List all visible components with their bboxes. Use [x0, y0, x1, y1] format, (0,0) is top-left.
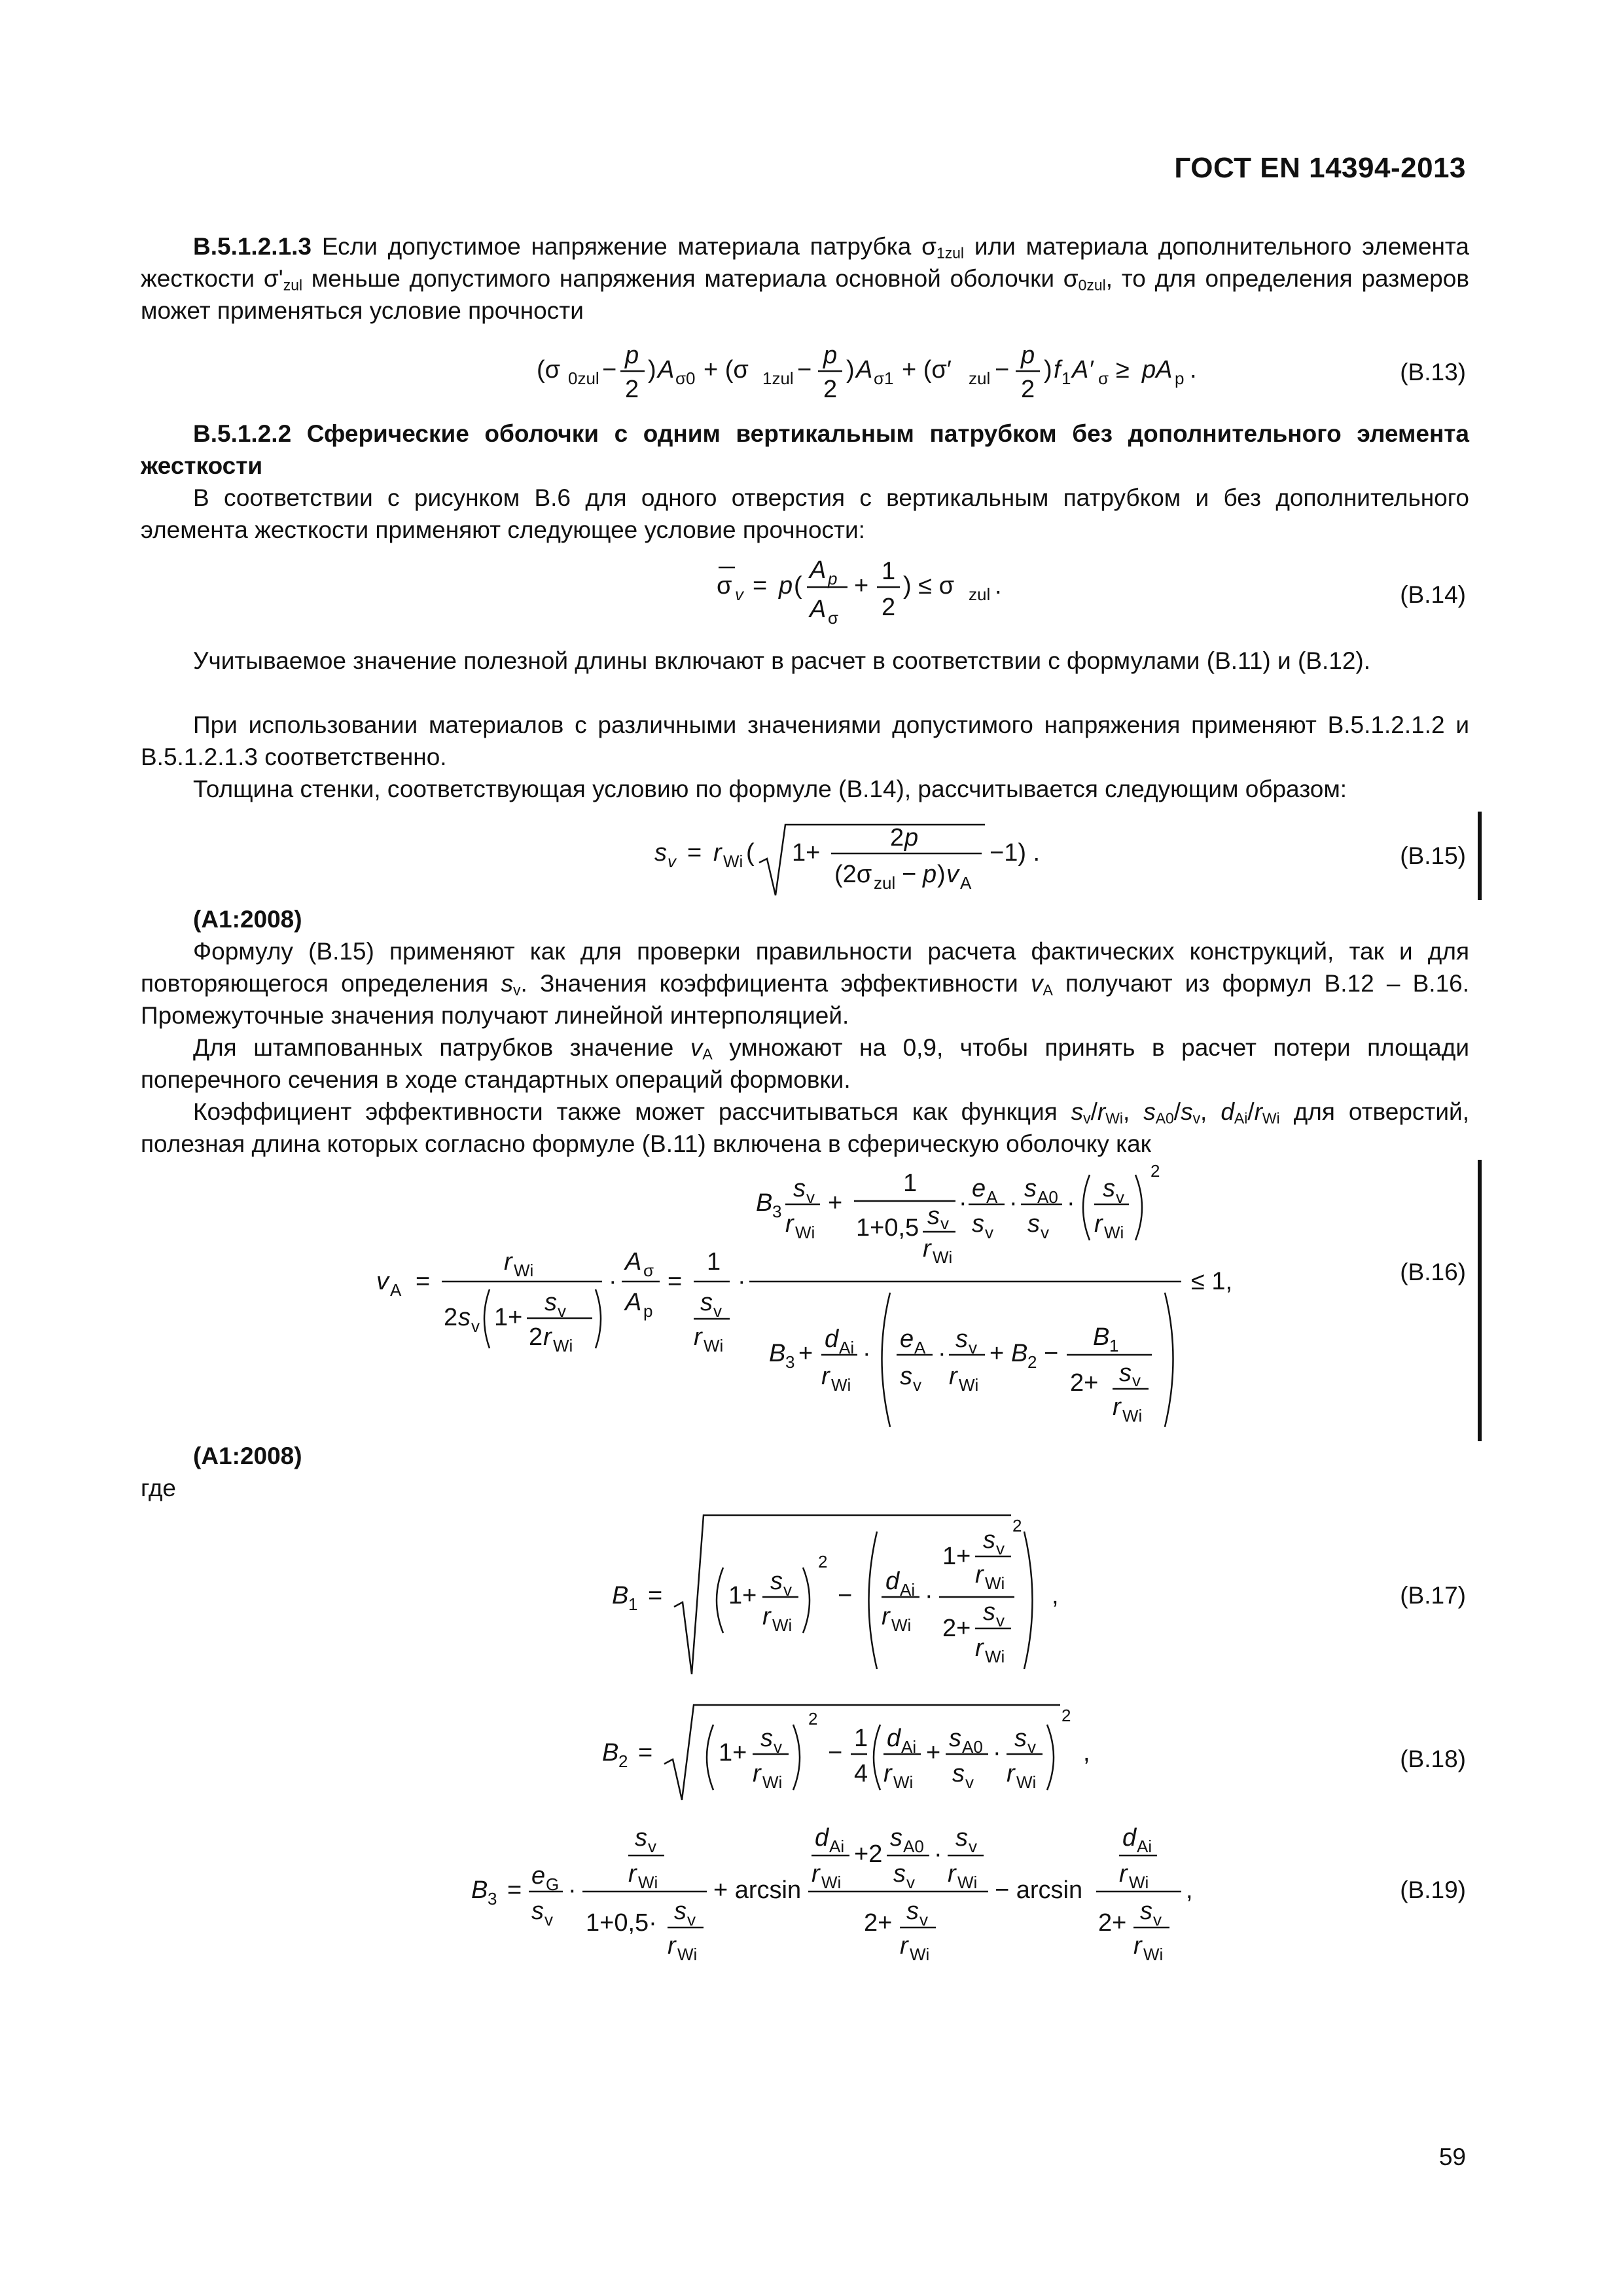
svg-text:v: v — [648, 1837, 656, 1856]
svg-text:+: + — [926, 1739, 941, 1767]
svg-text:1+: 1+ — [792, 839, 821, 867]
svg-text:Wi: Wi — [723, 852, 743, 871]
svg-text:2: 2 — [1021, 376, 1035, 403]
svg-text:v: v — [1132, 1371, 1141, 1390]
svg-text:Wi: Wi — [1104, 1223, 1124, 1242]
svg-text:s: s — [654, 839, 667, 867]
svg-text:,: , — [1052, 1582, 1059, 1609]
svg-text:r: r — [543, 1323, 552, 1351]
svg-text:2: 2 — [1027, 1352, 1037, 1372]
clause-label: В.5.1.2.1.3 — [193, 233, 312, 260]
svg-text:3: 3 — [772, 1202, 782, 1221]
svg-text:v: v — [919, 1910, 928, 1929]
svg-text:−1) .: −1) . — [990, 839, 1041, 867]
svg-text:): ) — [846, 356, 855, 384]
svg-text:v: v — [774, 1737, 782, 1757]
svg-text:v: v — [687, 1910, 696, 1929]
equation-number-b13: (В.13) — [1400, 359, 1466, 386]
paragraph-useful-length: Учитываемое значение полезной длины включают в расчет в соответствии с формулами (В.11) и (В.12). — [193, 647, 1371, 674]
svg-text:Wi: Wi — [704, 1336, 724, 1355]
svg-text:Wi: Wi — [1129, 1873, 1149, 1892]
svg-text:Wi: Wi — [677, 1945, 698, 1964]
svg-text:Wi: Wi — [553, 1336, 573, 1355]
svg-text:d: d — [815, 1824, 829, 1852]
svg-text:A: A — [658, 356, 675, 384]
svg-text:d: d — [1122, 1824, 1137, 1852]
svg-text:f: f — [1054, 356, 1061, 384]
svg-text:+: + — [990, 1340, 1005, 1367]
svg-text:2: 2 — [1061, 1706, 1071, 1725]
svg-text:·: · — [959, 1189, 967, 1217]
svg-text:r: r — [975, 1561, 984, 1588]
svg-text:A′: A′ — [1072, 356, 1094, 384]
svg-text:s: s — [927, 1202, 940, 1230]
svg-text:(2σ: (2σ — [834, 861, 872, 888]
svg-text:·: · — [609, 1268, 617, 1295]
svg-text:r: r — [504, 1248, 512, 1276]
svg-text:r: r — [948, 1860, 956, 1888]
svg-text:3: 3 — [785, 1352, 795, 1372]
svg-text:r: r — [668, 1932, 676, 1960]
svg-text:1: 1 — [628, 1594, 638, 1614]
svg-text:v: v — [985, 1223, 993, 1242]
svg-text:s: s — [531, 1897, 544, 1925]
svg-text:A: A — [625, 1289, 642, 1316]
svg-text:r: r — [1119, 1860, 1128, 1888]
svg-text:Ai: Ai — [829, 1837, 845, 1856]
svg-text:zul: zul — [969, 584, 991, 604]
svg-text:s: s — [700, 1289, 713, 1316]
amendment-bar-2 — [1478, 1160, 1482, 1441]
svg-text:B: B — [471, 1876, 488, 1904]
svg-text:r: r — [975, 1634, 984, 1662]
svg-text:s: s — [890, 1824, 902, 1852]
svg-text:Wi: Wi — [831, 1375, 851, 1395]
equation-b13 — [537, 337, 1257, 416]
svg-text:p: p — [1175, 368, 1185, 388]
svg-text:Wi: Wi — [985, 1573, 1005, 1593]
svg-text:−: − — [902, 861, 917, 888]
svg-text:B: B — [1011, 1340, 1028, 1367]
sigma-0zul: $\sigma_{0zul}$ — [1063, 265, 1106, 294]
svg-text:A: A — [625, 1248, 642, 1276]
svg-text:A: A — [960, 873, 972, 893]
svg-text:Wi: Wi — [795, 1223, 815, 1242]
svg-text:Ai: Ai — [1137, 1837, 1152, 1856]
svg-text:Wi: Wi — [1122, 1406, 1143, 1426]
svg-text:v: v — [1116, 1187, 1124, 1207]
svg-text:Wi: Wi — [514, 1261, 534, 1280]
svg-text:s: s — [955, 1325, 968, 1353]
svg-text:A: A — [390, 1280, 402, 1300]
svg-text:2: 2 — [625, 376, 639, 403]
svg-text:·: · — [938, 1340, 946, 1367]
svg-text:+ arcsin: + arcsin — [713, 1876, 802, 1904]
svg-text:Wi: Wi — [910, 1945, 930, 1964]
svg-text:s: s — [760, 1725, 773, 1752]
svg-text:1zul: 1zul — [762, 368, 794, 388]
svg-text:Ai: Ai — [839, 1338, 855, 1357]
svg-text:·: · — [568, 1876, 577, 1904]
svg-text:=: = — [648, 1582, 663, 1609]
svg-text:0zul: 0zul — [568, 368, 599, 388]
svg-text:r: r — [900, 1932, 908, 1960]
svg-text:1+0,5·: 1+0,5· — [586, 1909, 657, 1937]
svg-text:B: B — [1093, 1323, 1110, 1351]
svg-text:σ: σ — [1098, 368, 1109, 388]
svg-text:p: p — [904, 824, 919, 852]
svg-text:d: d — [825, 1325, 839, 1353]
svg-text:σ: σ — [717, 572, 732, 600]
svg-text:) ≤ σ: ) ≤ σ — [903, 572, 955, 600]
svg-text:p: p — [625, 342, 639, 369]
svg-text:s: s — [906, 1897, 919, 1925]
svg-text:s: s — [983, 1526, 995, 1554]
svg-text:G: G — [546, 1874, 560, 1894]
svg-text:.: . — [995, 572, 1002, 600]
svg-text:4: 4 — [854, 1760, 868, 1787]
svg-text:s: s — [893, 1860, 906, 1888]
svg-text:): ) — [937, 861, 946, 888]
svg-text:1: 1 — [882, 558, 896, 585]
svg-text:Wi: Wi — [772, 1615, 793, 1635]
svg-text:−: − — [995, 356, 1010, 384]
svg-text:1: 1 — [903, 1170, 918, 1197]
svg-text:Ai: Ai — [900, 1580, 916, 1600]
paragraph-efficiency-coefficient: Коэффициент эффективности также может рассчитываться как функция $s_v/r_{Wi}$, $s_{A0}/s_v$, $d_{Ai}/r_{Wi}$ для отверстий, полезная длина которых согласно формуле (В.11) включена в сферическую оболочку как — [141, 1098, 1469, 1157]
svg-text:Wi: Wi — [959, 1375, 979, 1395]
svg-text:p: p — [1021, 342, 1035, 369]
svg-text:Wi: Wi — [957, 1873, 978, 1892]
svg-text:·: · — [925, 1582, 933, 1609]
svg-text:v: v — [806, 1187, 815, 1207]
svg-text:1: 1 — [1061, 368, 1071, 388]
svg-text:·: · — [863, 1340, 871, 1367]
svg-text:v: v — [783, 1580, 792, 1600]
svg-text:v: v — [965, 1772, 974, 1792]
svg-text:v: v — [906, 1873, 915, 1892]
svg-text:+: + — [854, 572, 869, 600]
svg-text:2+: 2+ — [864, 1909, 893, 1937]
svg-text:(: ( — [794, 572, 802, 600]
svg-text:s: s — [1119, 1359, 1132, 1387]
svg-text:(: ( — [746, 839, 755, 867]
svg-text:s: s — [458, 1304, 471, 1331]
svg-text:2: 2 — [890, 824, 904, 852]
svg-text:): ) — [1044, 356, 1052, 384]
svg-text:p: p — [823, 342, 838, 369]
svg-text:,: , — [1083, 1739, 1090, 1767]
paragraph-b5122-text: В соответствии с рисунком В.6 для одного отверстия с вертикальным патрубком и без дополнительного элемента жесткости применяют следующее условие прочности: — [141, 484, 1469, 543]
svg-text:=: = — [687, 839, 702, 867]
svg-text:v: v — [1041, 1223, 1049, 1242]
svg-text:−: − — [828, 1739, 843, 1767]
svg-text:B: B — [756, 1189, 773, 1217]
svg-text:v: v — [996, 1539, 1005, 1558]
svg-text:A: A — [986, 1187, 998, 1207]
equation-number-b16: (В.16) — [1400, 1259, 1466, 1285]
svg-text:Wi: Wi — [891, 1615, 912, 1635]
paragraph-materials: При использовании материалов с различными значениями допустимого напряжения применяют В.5.1.2.1.2 и В.5.1.2.1.3 соответственно. — [141, 711, 1469, 770]
svg-text:=: = — [668, 1268, 683, 1295]
svg-text:·: · — [934, 1840, 942, 1868]
svg-text:2: 2 — [444, 1304, 458, 1331]
equation-b17 — [612, 1505, 1070, 1682]
svg-text:A: A — [810, 556, 827, 584]
svg-text:v: v — [558, 1301, 566, 1321]
svg-text:2+: 2+ — [1098, 1909, 1127, 1937]
svg-text:1+: 1+ — [494, 1304, 523, 1331]
equation-number-b17: (В.17) — [1400, 1582, 1466, 1609]
svg-text:s: s — [1103, 1175, 1115, 1202]
svg-text:−: − — [838, 1582, 853, 1609]
svg-text:2: 2 — [818, 1552, 828, 1571]
svg-text:−: − — [797, 356, 812, 384]
svg-text:e: e — [972, 1175, 986, 1202]
amendment-bar-1 — [1478, 812, 1482, 900]
svg-text:d: d — [885, 1568, 900, 1595]
svg-text:2+: 2+ — [942, 1615, 971, 1642]
svg-text:r: r — [762, 1603, 771, 1630]
svg-text:2: 2 — [1150, 1161, 1160, 1181]
svg-text:Wi: Wi — [638, 1873, 658, 1892]
svg-text:e: e — [900, 1325, 914, 1353]
svg-text:σ: σ — [828, 608, 839, 628]
svg-text:·: · — [1009, 1189, 1018, 1217]
svg-text:+: + — [828, 1189, 843, 1217]
svg-text:s: s — [1014, 1725, 1027, 1752]
svg-text:Wi: Wi — [762, 1772, 783, 1792]
equation-number-b15: (В.15) — [1400, 842, 1466, 869]
amendment-label-2: (А1:2008) — [193, 1443, 302, 1469]
paragraph-stamped-nozzles: Для штампованных патрубков значение $v_A$ умножают на 0,9, чтобы принять в расчет потери площади поперечного сечения в ходе стандартных операций формовки. — [141, 1034, 1469, 1093]
svg-text:v: v — [471, 1316, 480, 1336]
paragraph-formula-usage: Формулу (В.15) применяют как для проверки правильности расчета фактических конструкций, так и для повторяющегося определения $s_v$. Значения коэффициента эффективности $v_A$ получают из формул В.12 – В.16. Промежуточные значения получают линейной интерполяцией. — [141, 938, 1470, 1029]
svg-text:r: r — [628, 1860, 637, 1888]
svg-text:p: p — [643, 1301, 653, 1321]
equation-b19 — [471, 1820, 1224, 1977]
svg-text:σ: σ — [643, 1261, 654, 1280]
svg-text:zul: zul — [969, 368, 991, 388]
svg-text:A0: A0 — [962, 1737, 983, 1757]
svg-text:1: 1 — [707, 1248, 721, 1276]
equation-number-b19: (В.19) — [1400, 1876, 1466, 1903]
svg-text:≥: ≥ — [1116, 356, 1130, 384]
svg-text:v: v — [969, 1837, 977, 1856]
svg-text:Ai: Ai — [901, 1737, 917, 1757]
svg-text:v: v — [1153, 1910, 1162, 1929]
paragraph-wall-thickness: Толщина стенки, соответствующая условию по формуле (В.14), рассчитывается следующим образом: — [193, 776, 1347, 802]
svg-text:Wi: Wi — [985, 1647, 1005, 1666]
where-label: где — [141, 1475, 177, 1501]
svg-text:r: r — [949, 1363, 957, 1390]
svg-text:v: v — [668, 852, 676, 871]
svg-text:A: A — [856, 356, 873, 384]
svg-text:s: s — [900, 1363, 912, 1390]
sigma-1zul: $\sigma_{1zul}$ — [921, 233, 965, 262]
svg-text:3: 3 — [488, 1889, 497, 1909]
svg-text:v: v — [946, 861, 959, 888]
svg-text:p: p — [828, 569, 838, 588]
svg-text:≤ 1,: ≤ 1, — [1191, 1268, 1233, 1295]
svg-text:Wi: Wi — [1143, 1945, 1164, 1964]
svg-text:,: , — [1186, 1876, 1193, 1904]
equation-b15 — [654, 812, 1073, 903]
svg-text:r: r — [1113, 1393, 1121, 1421]
svg-text:Wi: Wi — [893, 1772, 914, 1792]
amendment-label-1: (А1:2008) — [193, 906, 302, 933]
page-number: 59 — [1438, 2144, 1466, 2170]
svg-text:s: s — [793, 1175, 806, 1202]
svg-text:r: r — [1007, 1760, 1015, 1787]
svg-text:=: = — [507, 1876, 522, 1904]
svg-text:B: B — [602, 1739, 619, 1767]
equation-b18 — [602, 1695, 1099, 1806]
equation-number-b14: (В.14) — [1400, 581, 1466, 608]
svg-text:r: r — [753, 1760, 761, 1787]
svg-text:r: r — [882, 1603, 890, 1630]
equation-number-b18: (В.18) — [1400, 1746, 1466, 1772]
svg-text:s: s — [1027, 1210, 1040, 1238]
svg-text:2: 2 — [882, 594, 896, 621]
svg-text:Wi: Wi — [1016, 1772, 1037, 1792]
svg-text:r: r — [812, 1860, 820, 1888]
svg-text:+ (σ: + (σ — [704, 356, 749, 384]
svg-text:+2: +2 — [854, 1840, 883, 1868]
svg-text:e: e — [531, 1862, 546, 1890]
svg-text:(σ: (σ — [537, 356, 561, 384]
svg-text:zul: zul — [874, 873, 896, 893]
svg-text:r: r — [1094, 1210, 1103, 1238]
svg-text:B: B — [612, 1582, 629, 1609]
svg-text:1: 1 — [854, 1725, 868, 1752]
svg-text:r: r — [1133, 1932, 1142, 1960]
svg-text:A0: A0 — [1037, 1187, 1058, 1207]
svg-text:s: s — [949, 1725, 961, 1752]
svg-text:v: v — [996, 1611, 1005, 1630]
svg-text:=: = — [638, 1739, 653, 1767]
svg-text:−: − — [1044, 1340, 1059, 1367]
svg-text:s: s — [1140, 1897, 1152, 1925]
svg-text:=: = — [416, 1268, 431, 1295]
svg-text:s: s — [952, 1760, 965, 1787]
svg-text:v: v — [913, 1375, 921, 1395]
svg-text:r: r — [713, 839, 722, 867]
svg-text:s: s — [635, 1824, 647, 1852]
equation-b14 — [717, 553, 1018, 638]
svg-text:2: 2 — [529, 1323, 543, 1351]
svg-text:1+: 1+ — [719, 1739, 747, 1767]
paragraph-b51213: В.5.1.2.1.3 Если допустимое напряжение материала патрубка $\sigma_{1zul}$ или материала дополнительного элемента жесткости $\sigma'_{zul}$ меньше допустимого напряжения материала основной оболочки $\sigma_{0zul}$, то для определения размеров может применяться условие прочности — [141, 233, 1469, 324]
svg-text:− arcsin: − arcsin — [995, 1876, 1083, 1904]
svg-text:v: v — [969, 1338, 977, 1357]
svg-text:·: · — [738, 1268, 746, 1295]
standard-header: ГОСТ EN 14394-2013 — [1174, 152, 1466, 184]
svg-text:s: s — [674, 1897, 687, 1925]
svg-text:v: v — [735, 584, 743, 604]
sigma-prime-zul: $\sigma'_{zul}$ — [263, 265, 303, 294]
svg-text:=: = — [753, 572, 768, 600]
svg-text:d: d — [887, 1725, 901, 1752]
svg-text:+: + — [798, 1340, 813, 1367]
svg-text:v: v — [940, 1213, 949, 1233]
svg-text:1+: 1+ — [942, 1543, 971, 1570]
svg-text:·: · — [993, 1739, 1001, 1767]
svg-text:2+: 2+ — [1070, 1369, 1099, 1397]
svg-text:Wi: Wi — [821, 1873, 842, 1892]
svg-text:A: A — [810, 596, 827, 623]
svg-text:pA: pA — [1142, 356, 1173, 384]
svg-text:σ0: σ0 — [675, 368, 696, 388]
svg-text:p: p — [923, 861, 937, 888]
svg-text:r: r — [883, 1760, 892, 1787]
svg-text:r: r — [694, 1323, 702, 1351]
svg-text:s: s — [1024, 1175, 1037, 1202]
svg-text:r: r — [821, 1363, 830, 1390]
svg-text:A: A — [914, 1338, 926, 1357]
svg-text:−: − — [602, 356, 617, 384]
svg-text:r: r — [785, 1210, 794, 1238]
svg-text:2: 2 — [1012, 1516, 1022, 1535]
svg-text:Wi: Wi — [933, 1247, 953, 1267]
svg-text:p: p — [779, 572, 793, 600]
section-title-b5122: В.5.1.2.2 Сферические оболочки с одним вертикальным патрубком без дополнительного элемента жесткости — [141, 420, 1469, 479]
svg-text:s: s — [955, 1824, 968, 1852]
svg-text:s: s — [770, 1568, 783, 1595]
svg-text:2: 2 — [823, 376, 838, 403]
svg-text:.: . — [1190, 356, 1197, 384]
svg-text:v: v — [544, 1910, 553, 1929]
svg-text:v: v — [376, 1268, 389, 1295]
svg-text:1+: 1+ — [728, 1582, 757, 1609]
svg-text:1: 1 — [1109, 1336, 1119, 1355]
svg-text:·: · — [1067, 1189, 1075, 1217]
equation-b16 — [366, 1158, 1283, 1453]
svg-text:B: B — [769, 1340, 786, 1367]
svg-text:+ (σ′: + (σ′ — [902, 356, 952, 384]
svg-text:v: v — [1027, 1737, 1036, 1757]
svg-text:σ1: σ1 — [874, 368, 894, 388]
svg-text:s: s — [983, 1598, 995, 1626]
svg-text:2: 2 — [808, 1709, 818, 1729]
svg-text:v: v — [713, 1301, 722, 1321]
svg-text:A0: A0 — [903, 1837, 924, 1856]
svg-text:s: s — [972, 1210, 984, 1238]
svg-text:): ) — [648, 356, 656, 384]
svg-text:2: 2 — [618, 1751, 628, 1771]
svg-text:s: s — [544, 1289, 557, 1316]
svg-text:1+0,5: 1+0,5 — [856, 1214, 919, 1242]
svg-text:r: r — [923, 1235, 931, 1263]
